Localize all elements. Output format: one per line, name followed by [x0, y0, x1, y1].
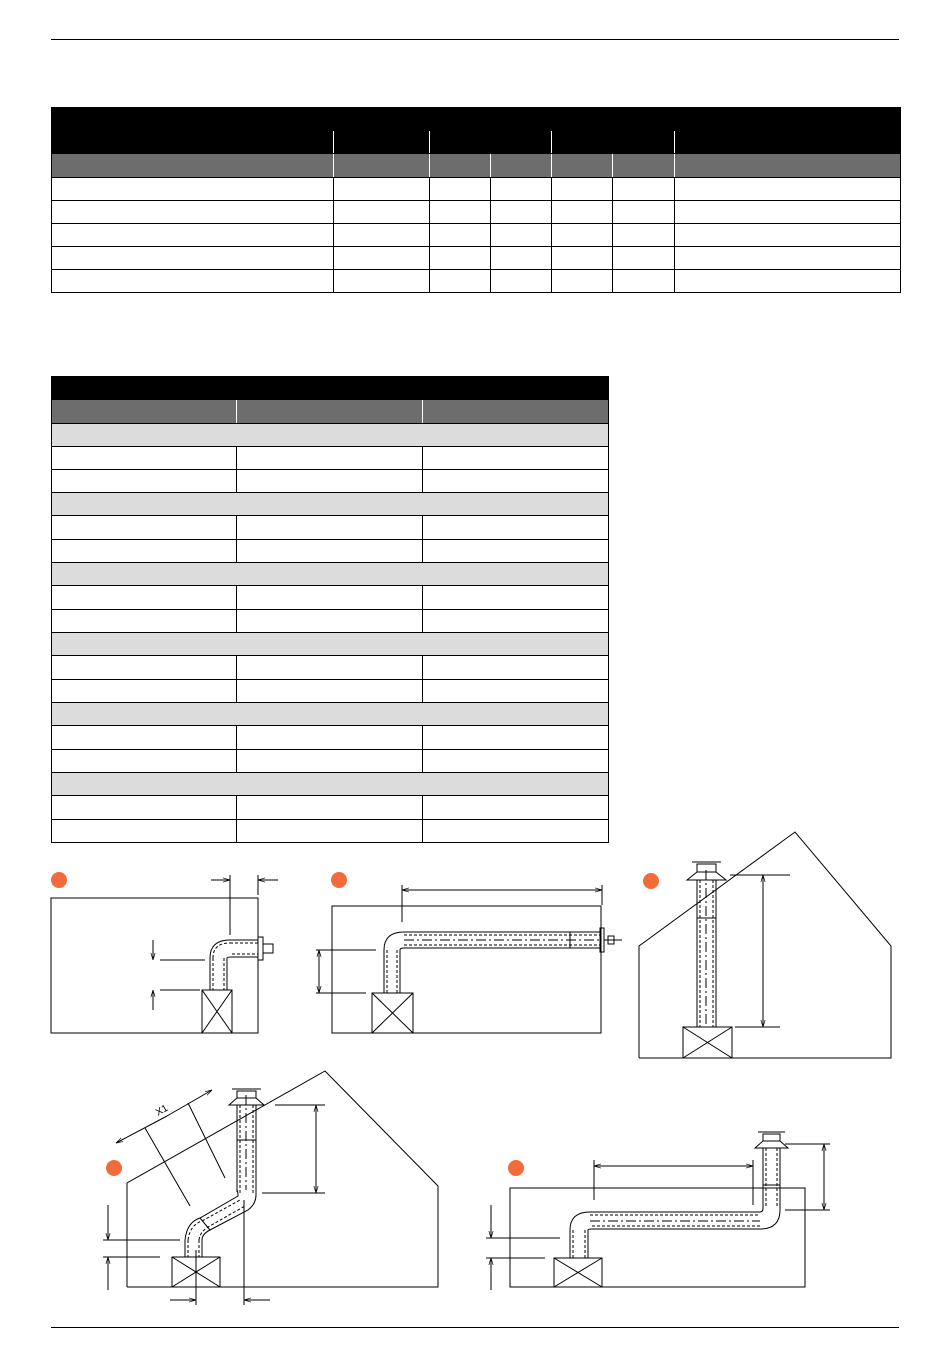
diagram-5 — [486, 1132, 830, 1290]
diagram-1 — [51, 875, 278, 1033]
diagram-2 — [316, 885, 622, 1033]
x1-label: X1 — [154, 1102, 171, 1119]
diagram-3 — [639, 832, 891, 1058]
diagram-4 — [103, 1071, 438, 1305]
